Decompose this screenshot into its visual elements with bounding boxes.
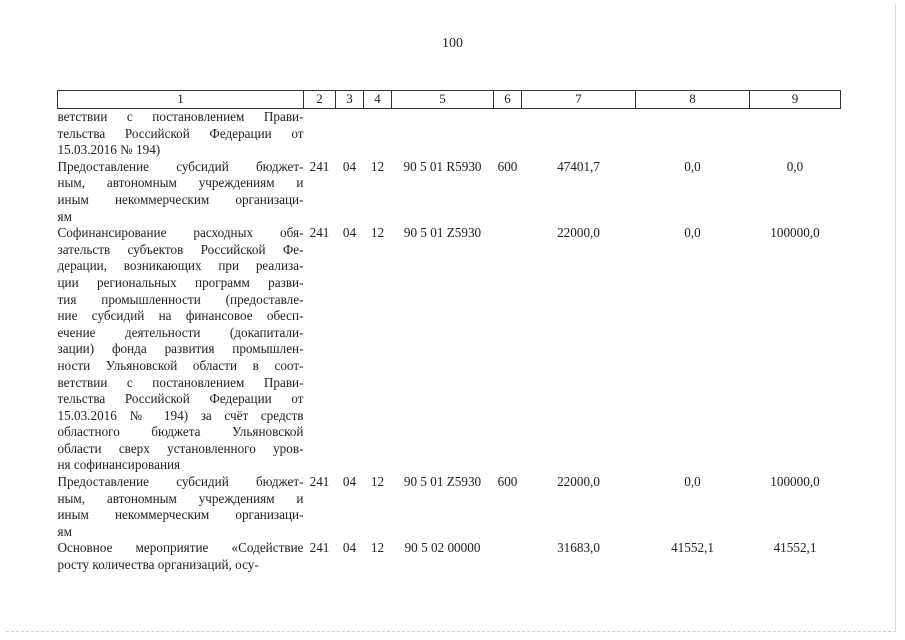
amount-cell: 0,0 [684,474,701,490]
description-line: ности Ульяновской области в соот- [57,357,304,373]
column-header: 3 [336,91,364,109]
description-line: ветствии с постановлением Прави- [57,109,304,124]
expense-type-cell: 600 [497,158,518,174]
description-cell [58,109,304,159]
description-line: тельства Российской Федерации от [57,125,304,141]
budget-table [57,90,841,574]
description-line: Софинансирование расходных обя- [57,225,304,241]
section-code-cell: 241 [309,474,330,490]
subsection-code-cell: 04 [342,225,357,241]
amount-cell: 22000,0 [557,225,600,241]
target-article-cell: 90 5 01 Z5930 [403,225,482,241]
description-line: росту количества организаций, осу- [57,557,259,573]
description-line: дерации, возникающих при реализа- [57,258,304,274]
description-cell [58,540,304,573]
column-header: 6 [494,91,522,109]
description-line: области сверх установленного уров- [57,440,304,456]
amount-cell: 22000,0 [557,474,600,490]
amount-cell [750,109,841,159]
table-row [58,540,841,573]
description-line: ние субсидий на финансовое обесп- [57,308,304,324]
subsection-code-cell [364,109,392,159]
description-line: иным некоммерческим организаци- [57,191,304,207]
description-line: ции региональных программ разви- [57,274,304,290]
description-cell [58,474,304,540]
column-header: 4 [364,91,392,109]
description-line: тельства Российской Федерации от [57,391,304,407]
section-code-cell: 241 [309,540,330,556]
subsection-code-cell: 04 [342,158,357,174]
amount-cell [636,109,750,159]
description-line: ветствии с постановлением Прави- [57,374,304,390]
description-line: зательств субъектов Российской Фе- [57,241,304,257]
target-article-cell: 90 5 02 00000 [404,540,481,556]
target-article-cell: 90 5 01 Z5930 [403,474,482,490]
amount-cell: 41552,1 [773,540,817,556]
amount-cell: 0,0 [684,158,701,174]
description-line: ным, автономным учреждениям и [57,490,304,506]
description-cell [58,225,304,474]
amount-cell [522,109,636,159]
description-line: ня софинансирования [57,457,181,473]
description-line: ям [57,208,72,224]
table-row [58,474,841,540]
amount-cell: 47401,7 [557,158,600,174]
description-line: тия промышленности (предоставле- [57,291,304,307]
section-code-cell: 241 [309,158,330,174]
column-header: 1 [58,91,304,109]
description-line: 15.03.2016 № 194) за счёт средств [57,407,304,423]
section-code-cell [304,109,336,159]
description-cell [58,159,304,225]
description-line: областного бюджета Ульяновской [57,424,304,440]
expense-type-cell [494,225,522,474]
column-header: 2 [304,91,336,109]
description-line: ечение деятельности (докапитали- [57,324,304,340]
subsection-code-cell [336,109,364,159]
subsection-code-cell: 12 [370,158,385,174]
subsection-code-cell: 12 [370,540,385,556]
description-line: зации) фонда развития промышлен- [57,341,304,357]
table-row [58,159,841,225]
column-header: 7 [522,91,636,109]
amount-cell: 100000,0 [770,225,820,241]
amount-cell: 0,0 [786,158,804,174]
section-code-cell: 241 [309,225,330,241]
description-line: 15.03.2016 № 194) [57,142,161,158]
subsection-code-cell: 12 [370,474,385,490]
column-header: 5 [392,91,494,109]
amount-cell: 0,0 [684,225,701,241]
table-header-row [58,91,841,109]
description-line: Основное мероприятие «Содействие [57,540,304,556]
expense-type-cell [494,109,522,159]
target-article-cell: 90 5 01 R5930 [403,158,482,174]
column-header: 9 [750,91,841,109]
subsection-code-cell: 12 [370,225,385,241]
table-row [58,225,841,474]
target-article-cell [392,109,494,159]
description-line: Предоставление субсидий бюджет- [57,158,304,174]
table-row [58,109,841,159]
description-line: ным, автономным учреждениям и [57,175,304,191]
expense-type-cell [494,540,522,573]
subsection-code-cell: 04 [342,540,357,556]
description-line: Предоставление субсидий бюджет- [57,474,304,490]
page-number: 100 [442,36,463,51]
expense-type-cell: 600 [497,474,518,490]
amount-cell: 41552,1 [671,540,714,556]
subsection-code-cell: 04 [342,474,357,490]
description-line: иным некоммерческим организаци- [57,507,304,523]
column-header: 8 [636,91,750,109]
amount-cell: 31683,0 [557,540,600,556]
amount-cell: 100000,0 [770,474,820,490]
description-line: ям [57,523,72,539]
